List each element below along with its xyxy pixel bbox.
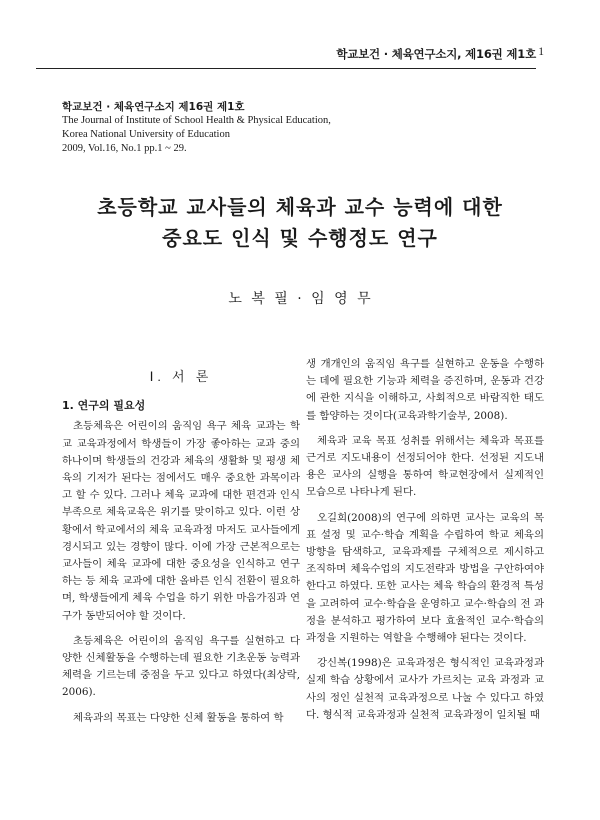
paragraph: 체육과의 목표는 다양한 신체 활동을 통하여 학 — [73, 711, 284, 724]
paragraph: 체육과 교육 목표 성취를 위해서는 체육과 목표를 근거로 지도내용이 선정되어야 한다. 선정된 지도내용은 교사의 실행을 통하여 학교현장에서 실제적인 모습으로 나타나게 된다. — [306, 434, 544, 499]
journal-english-title: The Journal of Institute of School Health & Physical Education, — [62, 115, 331, 126]
subsection-heading: 1. 연구의 필요성 — [62, 399, 146, 413]
left-column — [62, 360, 300, 727]
journal-info — [62, 100, 331, 156]
running-title: 학교보건 · 체육연구소지, 제16권 제1호 — [336, 47, 536, 61]
running-header — [36, 46, 536, 69]
journal-volume: 2009, Vol.16, No.1 pp.1 ~ 29. — [62, 143, 187, 154]
paragraph: 초등체육은 어린이의 움직임 욕구를 실현하고 다양한 신체활동을 수행하는데 필요한 기초운동 능력과 체력을 기르는데 중점을 두고 있다고 하였다(최상락, 2006). — [62, 634, 300, 699]
paragraph: 오길희(2008)의 연구에 의하면 교사는 교육의 목표 설정 및 교수·학습 계획을 수립하여 학교 체육의 방향을 탐색하고, 교육과제를 구체적으로 제시하고 조직하며 체육수업의 지도전략과 방법을 구안하여야 한다고 하였다. 또한 교사는 체육 학습의 환경적 특성을 고려하여 교수·학습을 운영하고 교수·학습의 전 과정을 분석하고 평가하여 보다 효율적인 교수·학습의 과정을 지원하는 역할을 수행해야 된다는 것이다. — [306, 511, 544, 645]
paragraph: 초등체육은 어린이의 움직임 욕구 체육 교과는 학교 교육과정에서 학생들이 가장 좋아하는 교과 중의 하나이며 학생들의 건강과 체육의 생활화 및 평생 체육의 기저가 된다는 점에서도 매우 중요한 과목이라고 할 수 있다. 그러나 체육 교과에 대한 편견과 인식 부족으로 체육교육은 위기를 맞이하고 있다. 이런 상황에서 학교에서의 체육 교육과정 마저도 교사들에게 경시되고 있는 경향이 많다. 이에 가장 근본적으로는 교사들이 체육 교과에 대한 중요성을 인식하고 연구하는 등 체육 교과에 대한 올바른 인식 전환이 필요하며, 학생들에게 체육 수업을 하기 위한 마음가짐과 연구가 동반되어야 할 것이다. — [62, 420, 300, 622]
paragraph: 강신복(1998)은 교육과정은 형식적인 교육과정과 실제 학습 상황에서 교사가 가르치는 교육 과정과 교사의 정인 실천적 교육과정으로 나눌 수 있다고 하였다. 형식적 교육과정과 실천적 교육과정이 일치될 때 — [306, 657, 544, 721]
title-line-2: 중요도 인식 및 수행정도 연구 — [162, 226, 438, 250]
journal-korean-title: 학교보건 · 체육연구소지 제16권 제1호 — [62, 101, 245, 113]
section-heading: Ⅰ. 서 론 — [149, 369, 213, 384]
journal-institution: Korea National University of Education — [62, 129, 230, 140]
right-column — [306, 356, 544, 724]
article-title — [0, 192, 600, 254]
authors: 노 복 필 · 임 영 무 — [228, 291, 372, 307]
paragraph: 생 개개인의 움직임 욕구를 실현하고 운동을 수행하는 데에 필요한 기능과 체력을 증진하며, 운동과 건강에 관한 지식을 이해하고, 사회적으로 바람직한 태도를 함양하는 것이다(교육과학기술부, 2008). — [306, 358, 544, 422]
page-number: 1 — [538, 46, 544, 58]
title-line-1: 초등학교 교사들의 체육과 교수 능력에 대한 — [97, 195, 503, 219]
